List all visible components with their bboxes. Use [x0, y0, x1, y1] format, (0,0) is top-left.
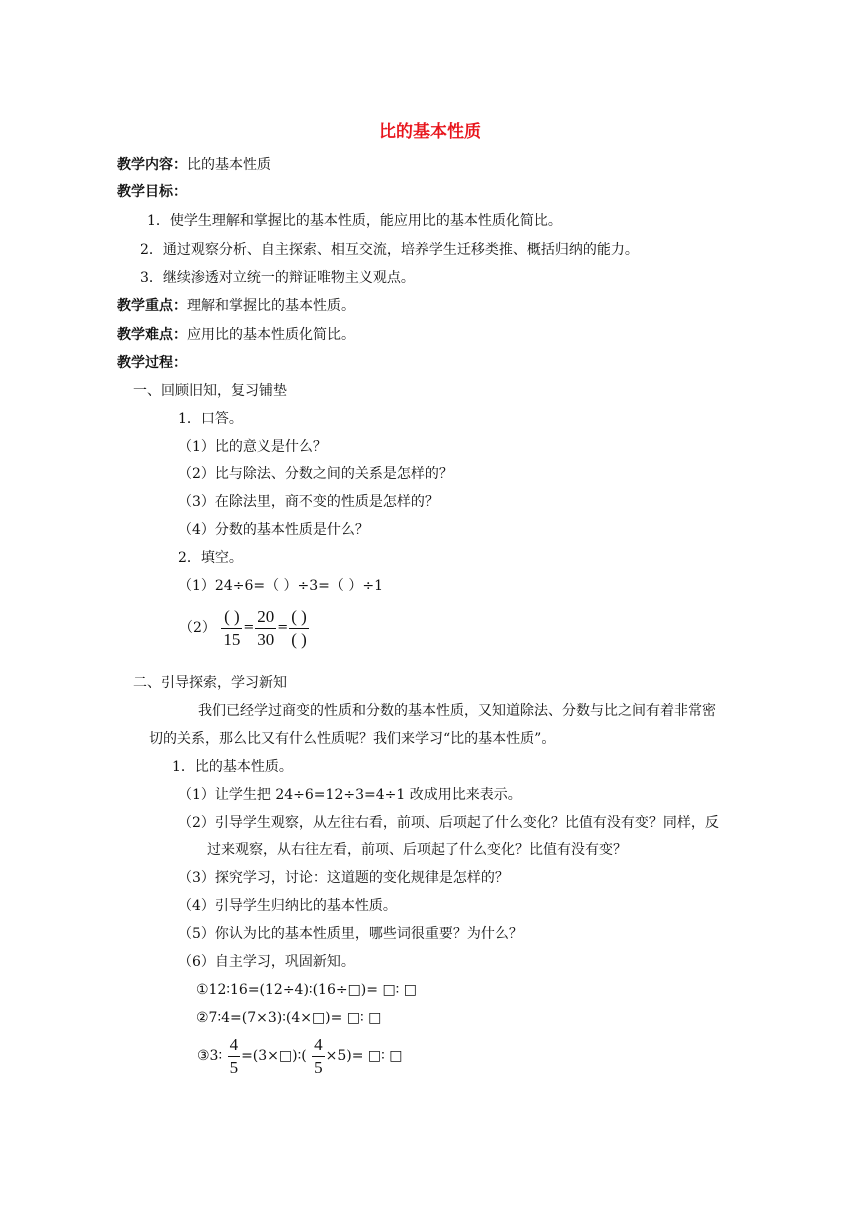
step-6: （6）自主学习，巩固新知。 [178, 954, 355, 970]
fill-item-2-prefix: （2） [179, 620, 216, 636]
fraction-denominator: 5 [314, 1057, 323, 1077]
goals-label: 教学目标： [117, 184, 187, 200]
fraction-denominator: 5 [229, 1057, 239, 1077]
difficulty-line [117, 325, 355, 345]
fraction-20-30 [255, 606, 276, 651]
content-line [117, 155, 271, 175]
document-title: 比的基本性质 [379, 122, 481, 142]
fraction-4-5 [312, 1034, 325, 1079]
step-4: （4）引导学生归纳比的基本性质。 [178, 898, 397, 914]
fraction-denominator: 15 [223, 629, 241, 649]
difficulty-label: 教学难点： [117, 327, 187, 343]
fill-item-2 [178, 604, 309, 652]
exercise-3-prefix: ③3∶ [197, 1048, 223, 1064]
question-2: （2）比与除法、分数之间的关系是怎样的？ [178, 466, 453, 482]
fraction-numerator: 20 [255, 606, 276, 629]
part2-heading: 二、引导探索，学习新知 [133, 675, 287, 691]
part2-intro-line-1: 我们已经学过商变的性质和分数的基本性质，又知道除法、分数与比之间有着非常密 [198, 703, 716, 719]
question-4: （4）分数的基本性质是什么？ [178, 522, 369, 538]
question-1: （1）比的意义是什么？ [178, 439, 327, 455]
fraction-denominator: 30 [257, 629, 275, 649]
fill-heading: 2．填空。 [178, 550, 243, 566]
fraction-denominator: ( ) [291, 629, 307, 649]
exercise-3-middle: =(3×□)∶( [241, 1048, 307, 1064]
equals-sign: = [277, 620, 289, 635]
exercise-1: ①12∶16=(12÷4)∶(16÷□)= □∶ □ [196, 982, 417, 998]
question-3: （3）在除法里，商不变的性质是怎样的？ [178, 494, 439, 510]
fraction-numerator: ( ) [289, 606, 309, 629]
goal-item-3: 3．继续渗透对立统一的辩证唯物主义观点。 [140, 270, 415, 286]
fraction-4-5 [228, 1034, 241, 1079]
exercise-3-tail: ×5)= □∶ □ [325, 1048, 403, 1064]
fraction-numerator: ( ) [221, 606, 242, 629]
part2-intro-line-2: 切的关系，那么比又有什么性质呢？我们来学习“比的基本性质”。 [149, 731, 556, 747]
key-point-text: 理解和掌握比的基本性质。 [187, 298, 355, 314]
step-2-line-2: 过来观察，从右往左看，前项、后项起了什么变化？比值有没有变？ [207, 842, 627, 858]
difficulty-text: 应用比的基本性质化简比。 [187, 327, 355, 343]
fraction-numerator: 4 [312, 1034, 325, 1057]
key-point-label: 教学重点： [117, 298, 187, 314]
content-text: 比的基本性质 [187, 157, 271, 173]
step-3: （3）探究学习，讨论：这道题的变化规律是怎样的？ [178, 870, 509, 886]
part1-heading: 一、回顾旧知，复习铺垫 [133, 383, 287, 399]
fraction-blank-blank [289, 606, 309, 651]
fraction-blank-15 [221, 606, 242, 651]
goal-item-1: 1．使学生理解和掌握比的基本性质，能应用比的基本性质化简比。 [147, 213, 562, 229]
step-1: （1）让学生把 24÷6=12÷3=4÷1 改成用比来表示。 [178, 787, 522, 803]
content-label: 教学内容： [117, 157, 187, 173]
fraction-numerator: 4 [228, 1034, 241, 1057]
key-point-line [117, 296, 355, 316]
goal-item-2: 2．通过观察分析、自主探索、相互交流，培养学生迁移类推、概括归纳的能力。 [140, 242, 639, 258]
step-2-line-1: （2）引导学生观察，从左往右看，前项、后项起了什么变化？比值有没有变？同样，反 [178, 815, 719, 831]
process-label: 教学过程： [117, 355, 187, 371]
oral-heading: 1．口答。 [178, 411, 243, 427]
equals-sign: = [243, 620, 255, 635]
step-5: （5）你认为比的基本性质里，哪些词很重要？为什么？ [178, 926, 523, 942]
exercise-3 [196, 1031, 403, 1081]
property-subheading: 1．比的基本性质。 [172, 759, 293, 775]
fill-item-1: （1）24÷6=（ ）÷3=（ ）÷1 [178, 578, 383, 594]
exercise-2: ②7∶4=(7×3)∶(4×□)= □∶ □ [196, 1010, 382, 1026]
